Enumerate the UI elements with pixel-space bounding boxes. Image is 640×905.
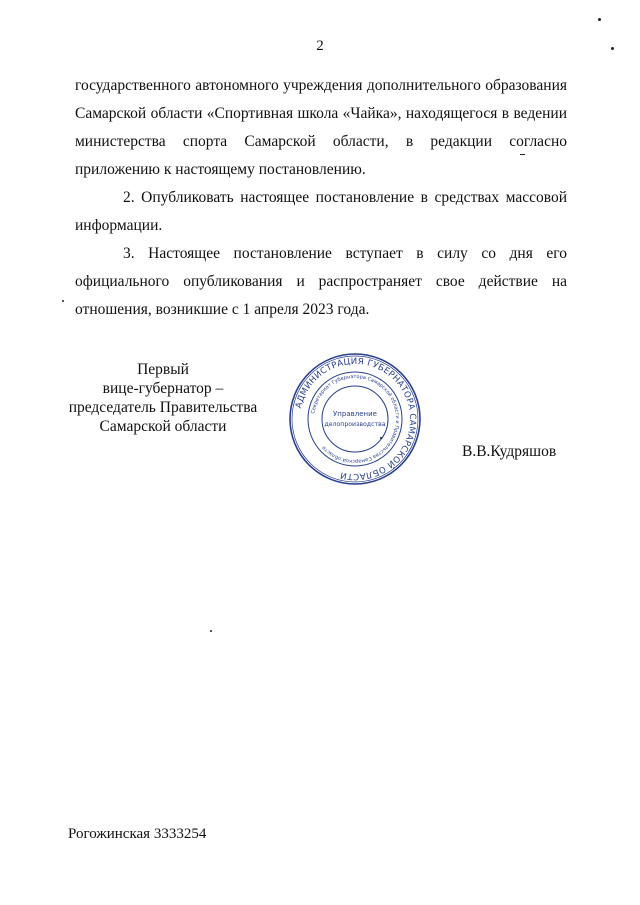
scan-speck xyxy=(210,630,212,632)
signer-title-line: Первый xyxy=(137,361,189,378)
scan-speck xyxy=(380,437,382,439)
seal-center-line1: Управление xyxy=(333,410,377,418)
document-body xyxy=(75,72,567,324)
scan-speck xyxy=(611,47,614,50)
signer-title-line: председатель Правительства xyxy=(68,399,258,416)
page-number: 2 xyxy=(316,38,324,54)
signer-title-line: вице-губернатор – xyxy=(102,380,224,397)
footer-note: Рогожинская 3333254 xyxy=(68,826,207,842)
paragraph-continuation: государственного автономного учреждения дополнительного образования Самарской области «Спортивная школа «Чайка», находящегося в ведении министерства спорта Самарской области, в редакции согласно приложению к настоящему постановлению. xyxy=(75,77,567,178)
scan-speck xyxy=(62,300,64,302)
signer-title-line: Самарской области xyxy=(99,418,227,435)
official-seal xyxy=(288,352,422,486)
seal-outer-text: АДМИНИСТРАЦИЯ ГУБЕРНАТОРА САМАРСКОЙ ОБЛАСТИ xyxy=(294,356,418,482)
signer-name: В.В.Кудряшов xyxy=(462,443,557,460)
seal-inner-text: Секретариат Губернатора Самарской области и Правительства Самарской области xyxy=(310,373,401,465)
paragraph-2: 2. Опубликовать настоящее постановление в средствах массовой информации. xyxy=(75,189,567,234)
paragraph-3: 3. Настоящее постановление вступает в силу со дня его официального опубликования и распространяет свое действие на отношения, возникшие с 1 апреля 2023 года. xyxy=(75,245,567,318)
svg-text:Секретариат Губернатора Самарс xyxy=(310,374,400,464)
seal-center-line2: делопроизводства xyxy=(324,421,386,428)
scan-speck xyxy=(520,154,525,155)
signer-title xyxy=(58,360,268,436)
scan-speck xyxy=(598,18,601,21)
